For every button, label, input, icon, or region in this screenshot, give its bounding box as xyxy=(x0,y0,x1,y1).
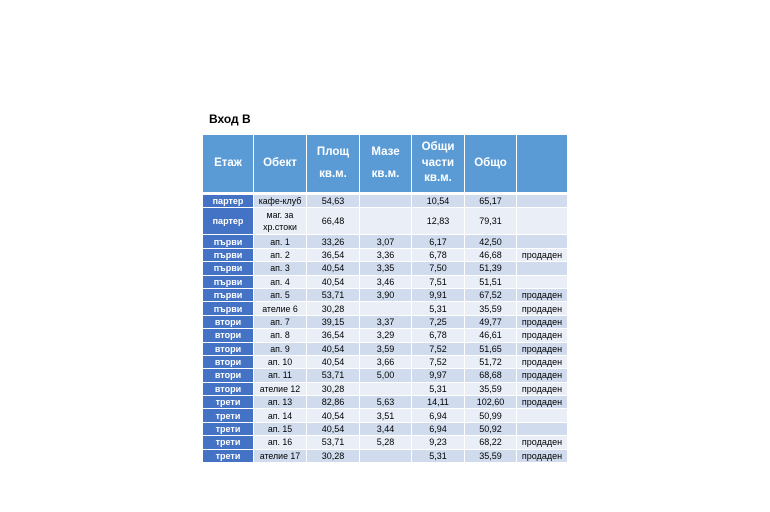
area-cell: 30,28 xyxy=(307,302,360,315)
object-cell: ап. 9 xyxy=(254,343,307,356)
floor-cell: втори xyxy=(203,316,254,329)
area-cell: 36,54 xyxy=(307,329,360,342)
table-row xyxy=(203,316,568,329)
status-cell: продаден xyxy=(517,436,568,449)
object-cell: ап. 10 xyxy=(254,356,307,369)
floor-cell: втори xyxy=(203,369,254,382)
object-cell: ап. 11 xyxy=(254,369,307,382)
basement-cell xyxy=(360,302,412,315)
table-row xyxy=(203,356,568,369)
area-cell: 40,54 xyxy=(307,343,360,356)
table-row xyxy=(203,262,568,275)
floor-cell: партер xyxy=(203,195,254,208)
object-cell: ап. 15 xyxy=(254,423,307,436)
basement-cell: 3,29 xyxy=(360,329,412,342)
header-total: Общо xyxy=(465,135,517,195)
total-cell: 35,59 xyxy=(465,450,517,463)
floor-cell: втори xyxy=(203,329,254,342)
basement-cell xyxy=(360,195,412,208)
object-cell: ап. 3 xyxy=(254,262,307,275)
total-cell: 67,52 xyxy=(465,289,517,302)
object-cell: ап. 2 xyxy=(254,249,307,262)
total-cell: 65,17 xyxy=(465,195,517,208)
status-cell xyxy=(517,208,568,235)
common-parts-cell: 5,31 xyxy=(412,450,465,463)
status-cell: продаден xyxy=(517,356,568,369)
total-cell: 50,92 xyxy=(465,423,517,436)
common-parts-cell: 7,52 xyxy=(412,343,465,356)
object-cell: ап. 7 xyxy=(254,316,307,329)
status-cell: продаден xyxy=(517,329,568,342)
common-parts-cell: 6,94 xyxy=(412,423,465,436)
table-row xyxy=(203,369,568,382)
basement-cell xyxy=(360,450,412,463)
floor-cell: първи xyxy=(203,235,254,248)
floor-cell: първи xyxy=(203,276,254,289)
table-row xyxy=(203,329,568,342)
header-status xyxy=(517,135,568,195)
total-cell: 51,51 xyxy=(465,276,517,289)
common-parts-cell: 14,11 xyxy=(412,396,465,409)
basement-cell: 3,46 xyxy=(360,276,412,289)
status-cell: продаден xyxy=(517,343,568,356)
area-cell: 33,26 xyxy=(307,235,360,248)
area-cell: 40,54 xyxy=(307,356,360,369)
table-row xyxy=(203,409,568,422)
total-cell: 50,99 xyxy=(465,409,517,422)
common-parts-cell: 5,31 xyxy=(412,383,465,396)
area-cell: 40,54 xyxy=(307,262,360,275)
status-cell xyxy=(517,409,568,422)
object-cell: маг. за хр.стоки xyxy=(254,208,307,235)
total-cell: 35,59 xyxy=(465,302,517,315)
basement-cell: 5,63 xyxy=(360,396,412,409)
floor-cell: трети xyxy=(203,450,254,463)
object-cell: ап. 14 xyxy=(254,409,307,422)
area-cell: 40,54 xyxy=(307,276,360,289)
status-cell xyxy=(517,423,568,436)
header-basement: Мазе кв.м. xyxy=(360,135,412,195)
common-parts-cell: 6,17 xyxy=(412,235,465,248)
floor-cell: първи xyxy=(203,302,254,315)
total-cell: 102,60 xyxy=(465,396,517,409)
common-parts-cell: 5,31 xyxy=(412,302,465,315)
basement-cell xyxy=(360,208,412,235)
basement-cell: 3,59 xyxy=(360,343,412,356)
status-cell: продаден xyxy=(517,289,568,302)
area-cell: 66,48 xyxy=(307,208,360,235)
total-cell: 35,59 xyxy=(465,383,517,396)
table-row xyxy=(203,276,568,289)
object-cell: ап. 16 xyxy=(254,436,307,449)
floor-cell: трети xyxy=(203,396,254,409)
floor-cell: трети xyxy=(203,423,254,436)
common-parts-cell: 6,78 xyxy=(412,249,465,262)
table-row xyxy=(203,396,568,409)
object-cell: ап. 13 xyxy=(254,396,307,409)
floor-cell: втори xyxy=(203,343,254,356)
status-cell: продаден xyxy=(517,249,568,262)
total-cell: 68,22 xyxy=(465,436,517,449)
total-cell: 51,39 xyxy=(465,262,517,275)
common-parts-cell: 7,52 xyxy=(412,356,465,369)
table-row xyxy=(203,195,568,208)
common-parts-cell: 7,25 xyxy=(412,316,465,329)
table-row xyxy=(203,436,568,449)
floor-cell: първи xyxy=(203,262,254,275)
header-row xyxy=(203,135,568,195)
basement-cell: 3,90 xyxy=(360,289,412,302)
object-cell: ателие 6 xyxy=(254,302,307,315)
status-cell xyxy=(517,235,568,248)
basement-cell: 5,00 xyxy=(360,369,412,382)
area-cell: 53,71 xyxy=(307,369,360,382)
common-parts-cell: 9,91 xyxy=(412,289,465,302)
basement-cell: 5,28 xyxy=(360,436,412,449)
area-cell: 54,63 xyxy=(307,195,360,208)
common-parts-cell: 7,50 xyxy=(412,262,465,275)
floor-cell: първи xyxy=(203,249,254,262)
total-cell: 42,50 xyxy=(465,235,517,248)
table-row xyxy=(203,235,568,248)
status-cell xyxy=(517,195,568,208)
status-cell xyxy=(517,276,568,289)
basement-cell: 3,66 xyxy=(360,356,412,369)
floor-cell: партер xyxy=(203,208,254,235)
status-cell: продаден xyxy=(517,369,568,382)
area-cell: 39,15 xyxy=(307,316,360,329)
area-cell: 53,71 xyxy=(307,436,360,449)
area-cell: 53,71 xyxy=(307,289,360,302)
table-row xyxy=(203,249,568,262)
status-cell: продаден xyxy=(517,450,568,463)
table-row xyxy=(203,450,568,463)
common-parts-cell: 9,97 xyxy=(412,369,465,382)
common-parts-cell: 6,78 xyxy=(412,329,465,342)
total-cell: 46,68 xyxy=(465,249,517,262)
area-cell: 40,54 xyxy=(307,423,360,436)
floor-cell: втори xyxy=(203,356,254,369)
basement-cell: 3,44 xyxy=(360,423,412,436)
area-cell: 40,54 xyxy=(307,409,360,422)
apartments-table xyxy=(203,135,568,463)
table-row xyxy=(203,423,568,436)
floor-cell: първи xyxy=(203,289,254,302)
area-cell: 36,54 xyxy=(307,249,360,262)
status-cell: продаден xyxy=(517,302,568,315)
common-parts-cell: 9,23 xyxy=(412,436,465,449)
common-parts-cell: 12,83 xyxy=(412,208,465,235)
common-parts-cell: 7,51 xyxy=(412,276,465,289)
object-cell: ап. 8 xyxy=(254,329,307,342)
common-parts-cell: 10,54 xyxy=(412,195,465,208)
basement-cell: 3,37 xyxy=(360,316,412,329)
header-area: Площ кв.м. xyxy=(307,135,360,195)
table-body xyxy=(203,195,568,463)
total-cell: 51,65 xyxy=(465,343,517,356)
table-row xyxy=(203,289,568,302)
object-cell: ап. 4 xyxy=(254,276,307,289)
basement-cell xyxy=(360,383,412,396)
table-row xyxy=(203,302,568,315)
common-parts-cell: 6,94 xyxy=(412,409,465,422)
floor-cell: трети xyxy=(203,436,254,449)
object-cell: ап. 1 xyxy=(254,235,307,248)
total-cell: 46,61 xyxy=(465,329,517,342)
status-cell: продаден xyxy=(517,316,568,329)
table-row xyxy=(203,208,568,235)
object-cell: ателие 12 xyxy=(254,383,307,396)
basement-cell: 3,51 xyxy=(360,409,412,422)
total-cell: 51,72 xyxy=(465,356,517,369)
status-cell: продаден xyxy=(517,396,568,409)
object-cell: кафе-клуб xyxy=(254,195,307,208)
total-cell: 79,31 xyxy=(465,208,517,235)
header-floor: Етаж xyxy=(203,135,254,195)
area-cell: 30,28 xyxy=(307,383,360,396)
entrance-title: Вход В xyxy=(209,112,251,126)
object-cell: ап. 5 xyxy=(254,289,307,302)
basement-cell: 3,36 xyxy=(360,249,412,262)
header-common-parts: Общи части кв.м. xyxy=(412,135,465,195)
table-row xyxy=(203,343,568,356)
table-row xyxy=(203,383,568,396)
total-cell: 68,68 xyxy=(465,369,517,382)
basement-cell: 3,35 xyxy=(360,262,412,275)
total-cell: 49,77 xyxy=(465,316,517,329)
basement-cell: 3,07 xyxy=(360,235,412,248)
object-cell: ателие 17 xyxy=(254,450,307,463)
floor-cell: втори xyxy=(203,383,254,396)
status-cell: продаден xyxy=(517,383,568,396)
area-cell: 82,86 xyxy=(307,396,360,409)
floor-cell: трети xyxy=(203,409,254,422)
status-cell xyxy=(517,262,568,275)
header-object: Обект xyxy=(254,135,307,195)
area-cell: 30,28 xyxy=(307,450,360,463)
